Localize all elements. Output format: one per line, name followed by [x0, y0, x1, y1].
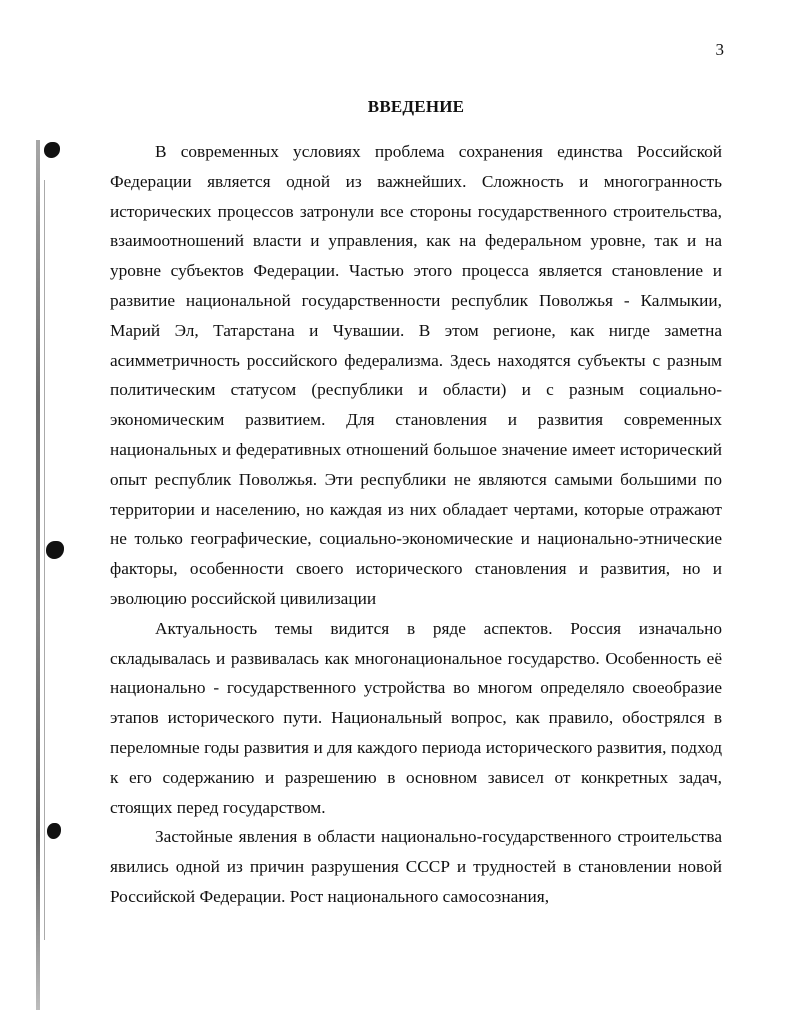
binding-hole-mark — [47, 823, 61, 839]
paragraph: Застойные явления в области национально-государственного строительства явились одной из причин разрушения СССР и трудностей в становлении новой Российской Федерации. Рост национального самосознания, — [110, 827, 722, 906]
paragraph: В современных условиях проблема сохранения единства Российской Федерации является одной из важнейших. Сложность и многогранность исторических процессов затронули все стороны государственного строительства, взаимоотношений власти и управления, как на федеральном уровне, так и на уровне субъектов Федерации. Частью этого процесса является становление и развитие национальной государственности республик Поволжья - Калмыкии, Марий Эл, Татарстана и Чувашии. В этом регионе, как нигде заметна асимметричность российского федерализма. Здесь находятся субъекты с разным политическим статусом (республики и области) и с разным социально-экономическим развитием. Для становления и развития современных национальных и федеративных отношений большое значение имеет исторический опыт республик Поволжья. Эти республики не являются самыми большими по территории и населению, но каждая из них обладает чертами, которые отражают не только географические, социально-экономические и национально-этнические факторы, особенности своего исторического становления и развития, но и эволюцию российской цивилизации — [110, 142, 722, 608]
paragraph: Актуальность темы видится в ряде аспектов. Россия изначально складывалась и развивалась как многонациональное государство. Особенность её национально - государственного устройства во многом определяло своеобразие этапов исторического пути. Национальный вопрос, как правило, обострялся в переломные годы развития и для каждого периода исторического развития, подход к его содержанию и разрешению в основном зависел от конкретных задач, стоящих перед государством. — [110, 618, 722, 817]
page-title: ВВЕДЕНИЕ — [367, 97, 465, 116]
binding-hole-mark — [46, 541, 64, 559]
body-text — [110, 137, 722, 912]
page-number: 3 — [715, 40, 724, 59]
binding-hole-mark — [44, 142, 60, 158]
scan-binding-edge — [36, 140, 40, 1010]
scan-binding-line — [44, 180, 45, 940]
